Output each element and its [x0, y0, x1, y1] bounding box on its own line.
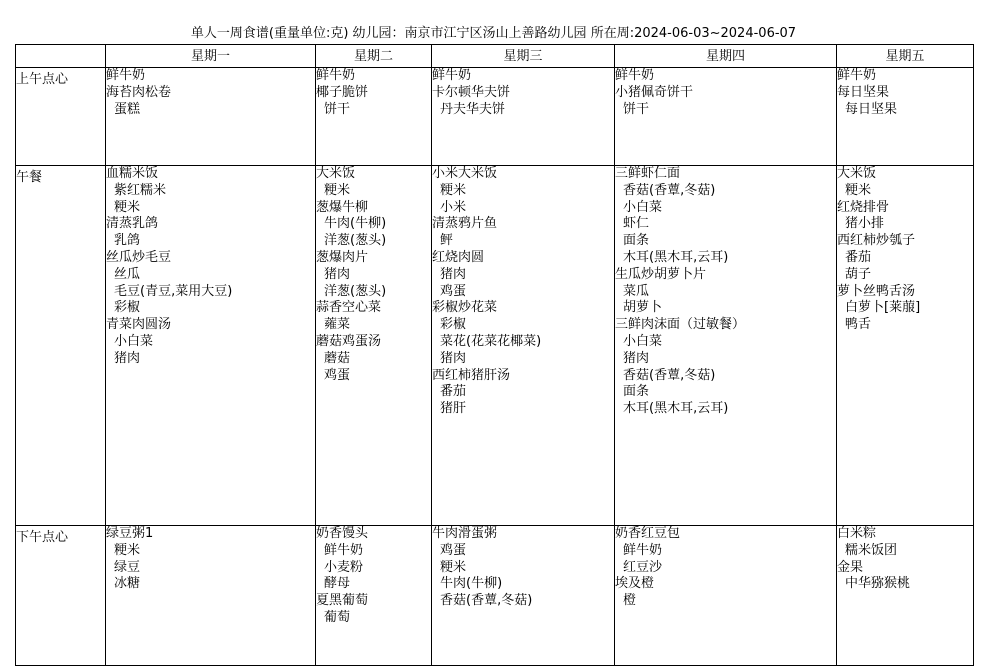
ingredient: 小米	[440, 199, 467, 215]
ingredient: 面条	[623, 233, 650, 249]
ingredient: 彩椒	[440, 317, 467, 333]
dish-name: 奶香红豆包	[615, 526, 681, 541]
ingredient: 酵母	[324, 576, 351, 592]
header-row	[16, 45, 974, 68]
dish-name: 红烧排骨	[837, 199, 890, 215]
ingredient: 鸡蛋	[440, 542, 467, 558]
dish-name: 卡尔顿华夫饼	[432, 84, 511, 100]
dish-name: 清蒸鸦片鱼	[432, 216, 498, 232]
ingredient: 牛肉(牛柳)	[324, 216, 387, 232]
day-header: 星期三	[432, 45, 615, 68]
ingredient: 木耳(黑木耳,云耳)	[623, 401, 729, 417]
dish-name: 萝卜丝鸭舌汤	[837, 283, 916, 299]
ingredient: 洋葱(葱头)	[324, 233, 387, 249]
dish-name: 鲜牛奶	[106, 68, 146, 83]
menu-cell	[432, 166, 615, 526]
ingredient: 猪肉	[114, 350, 141, 366]
dish-name: 西红柿炒瓠子	[837, 233, 916, 249]
dish-name: 小猪佩奇饼干	[615, 84, 694, 100]
dish-name: 绿豆粥1	[106, 526, 154, 541]
dish-name: 奶香馒头	[316, 526, 369, 541]
ingredient: 鸡蛋	[324, 367, 351, 383]
dish-name: 鲜牛奶	[615, 68, 655, 83]
ingredient: 番茄	[845, 249, 872, 265]
ingredient: 粳米	[114, 542, 141, 558]
ingredient: 小白菜	[114, 333, 154, 349]
ingredient: 绿豆	[114, 559, 141, 575]
ingredient: 香菇(香蕈,冬菇)	[623, 182, 716, 198]
ingredient: 中华猕猴桃	[845, 576, 911, 592]
ingredient: 糯米饭团	[845, 542, 898, 558]
menu-cell	[615, 526, 837, 666]
corner-cell	[16, 45, 106, 68]
ingredient: 小白菜	[623, 333, 663, 349]
ingredient: 猪小排	[845, 216, 885, 232]
ingredient: 葫子	[845, 266, 872, 282]
dish-name: 大米饭	[837, 166, 877, 181]
ingredient: 鲆	[440, 233, 454, 249]
ingredient: 猪肉	[440, 266, 467, 282]
ingredient: 菜瓜	[623, 283, 650, 299]
menu-cell	[106, 166, 316, 526]
dish-name: 三鲜肉沫面（过敏餐）	[615, 317, 746, 333]
ingredient: 香菇(香蕈,冬菇)	[623, 367, 716, 383]
ingredient: 蛋糕	[114, 101, 141, 117]
menu-cell	[432, 68, 615, 166]
ingredient: 鸭舌	[845, 317, 872, 333]
ingredient: 丝瓜	[114, 266, 141, 282]
ingredient: 小白菜	[623, 199, 663, 215]
dish-name: 葱爆肉片	[316, 249, 369, 265]
day-header: 星期五	[837, 45, 974, 68]
dish-name: 三鲜虾仁面	[615, 166, 681, 181]
ingredient: 香菇(香蕈,冬菇)	[440, 593, 533, 609]
meal-row	[16, 166, 974, 526]
dish-name: 红烧肉圆	[432, 249, 485, 265]
menu-cell	[316, 166, 432, 526]
day-header: 星期二	[316, 45, 432, 68]
dish-name: 蒜香空心菜	[316, 300, 382, 316]
dish-name: 白米粽	[837, 526, 877, 541]
ingredient: 橙	[623, 593, 637, 609]
ingredient: 鲜牛奶	[324, 542, 364, 558]
dish-name: 青菜肉圆汤	[106, 317, 172, 333]
ingredient: 粳米	[324, 182, 351, 198]
ingredient: 紫红糯米	[114, 182, 167, 198]
menu-cell	[837, 166, 974, 526]
ingredient: 面条	[623, 384, 650, 400]
ingredient: 猪肉	[324, 266, 351, 282]
ingredient: 毛豆(青豆,菜用大豆)	[114, 283, 233, 299]
ingredient: 鲜牛奶	[623, 542, 663, 558]
dish-name: 血糯米饭	[106, 166, 159, 181]
ingredient: 鸡蛋	[440, 283, 467, 299]
ingredient: 猪肉	[440, 350, 467, 366]
menu-cell	[316, 526, 432, 666]
ingredient: 饼干	[623, 101, 650, 117]
ingredient: 虾仁	[623, 216, 650, 232]
ingredient: 粳米	[440, 559, 467, 575]
dish-name: 金果	[837, 559, 864, 575]
dish-name: 西红柿猪肝汤	[432, 367, 511, 383]
menu-cell	[106, 68, 316, 166]
ingredient: 洋葱(葱头)	[324, 283, 387, 299]
ingredient: 彩椒	[114, 300, 141, 316]
dish-name: 蘑菇鸡蛋汤	[316, 333, 382, 349]
page-title: 单人一周食谱(重量单位:克) 幼儿园：南京市江宁区汤山上善路幼儿园 所在周:2024-06-03~2024-06-07	[190, 26, 797, 41]
ingredient: 胡萝卜	[623, 300, 663, 316]
ingredient: 木耳(黑木耳,云耳)	[623, 249, 729, 265]
ingredient: 番茄	[440, 384, 467, 400]
dish-name: 埃及橙	[615, 576, 655, 592]
dish-name: 每日坚果	[837, 84, 890, 100]
meal-label: 上午点心	[16, 68, 106, 166]
menu-cell	[837, 68, 974, 166]
ingredient: 粳米	[440, 182, 467, 198]
dish-name: 海苔肉松卷	[106, 84, 172, 100]
ingredient: 冰糖	[114, 576, 141, 592]
menu-cell	[615, 166, 837, 526]
ingredient: 丹夫华夫饼	[440, 101, 506, 117]
dish-name: 大米饭	[316, 166, 356, 181]
menu-cell	[432, 526, 615, 666]
ingredient: 葡萄	[324, 609, 351, 625]
ingredient: 菜花(花菜花椰菜)	[440, 333, 542, 349]
ingredient: 小麦粉	[324, 559, 364, 575]
dish-name: 鲜牛奶	[432, 68, 472, 83]
ingredient: 饼干	[324, 101, 351, 117]
dish-name: 彩椒炒花菜	[432, 300, 498, 316]
menu-cell	[837, 526, 974, 666]
dish-name: 牛肉滑蛋粥	[432, 526, 498, 541]
meal-row	[16, 68, 974, 166]
day-header: 星期一	[106, 45, 316, 68]
menu-cell	[316, 68, 432, 166]
dish-name: 夏黑葡萄	[316, 593, 369, 609]
day-header: 星期四	[615, 45, 837, 68]
weekly-menu-table	[15, 44, 974, 666]
meal-row	[16, 526, 974, 666]
dish-name: 小米大米饭	[432, 166, 498, 181]
ingredient: 蕹菜	[324, 317, 351, 333]
ingredient: 乳鸽	[114, 233, 141, 249]
ingredient: 蘑菇	[324, 350, 351, 366]
meal-label: 下午点心	[16, 526, 106, 666]
ingredient: 每日坚果	[845, 101, 898, 117]
menu-cell	[615, 68, 837, 166]
dish-name: 葱爆牛柳	[316, 199, 369, 215]
meal-label: 午餐	[16, 166, 106, 526]
ingredient: 牛肉(牛柳)	[440, 576, 503, 592]
dish-name: 丝瓜炒毛豆	[106, 249, 172, 265]
dish-name: 鲜牛奶	[316, 68, 356, 83]
dish-name: 生瓜炒胡萝卜片	[615, 266, 707, 282]
ingredient: 猪肝	[440, 401, 467, 417]
ingredient: 红豆沙	[623, 559, 663, 575]
ingredient: 白萝卜[莱菔]	[845, 300, 921, 316]
menu-cell	[106, 526, 316, 666]
dish-name: 鲜牛奶	[837, 68, 877, 83]
dish-name: 椰子脆饼	[316, 84, 369, 100]
dish-name: 清蒸乳鸽	[106, 216, 159, 232]
ingredient: 粳米	[114, 199, 141, 215]
ingredient: 粳米	[845, 182, 872, 198]
ingredient: 猪肉	[623, 350, 650, 366]
